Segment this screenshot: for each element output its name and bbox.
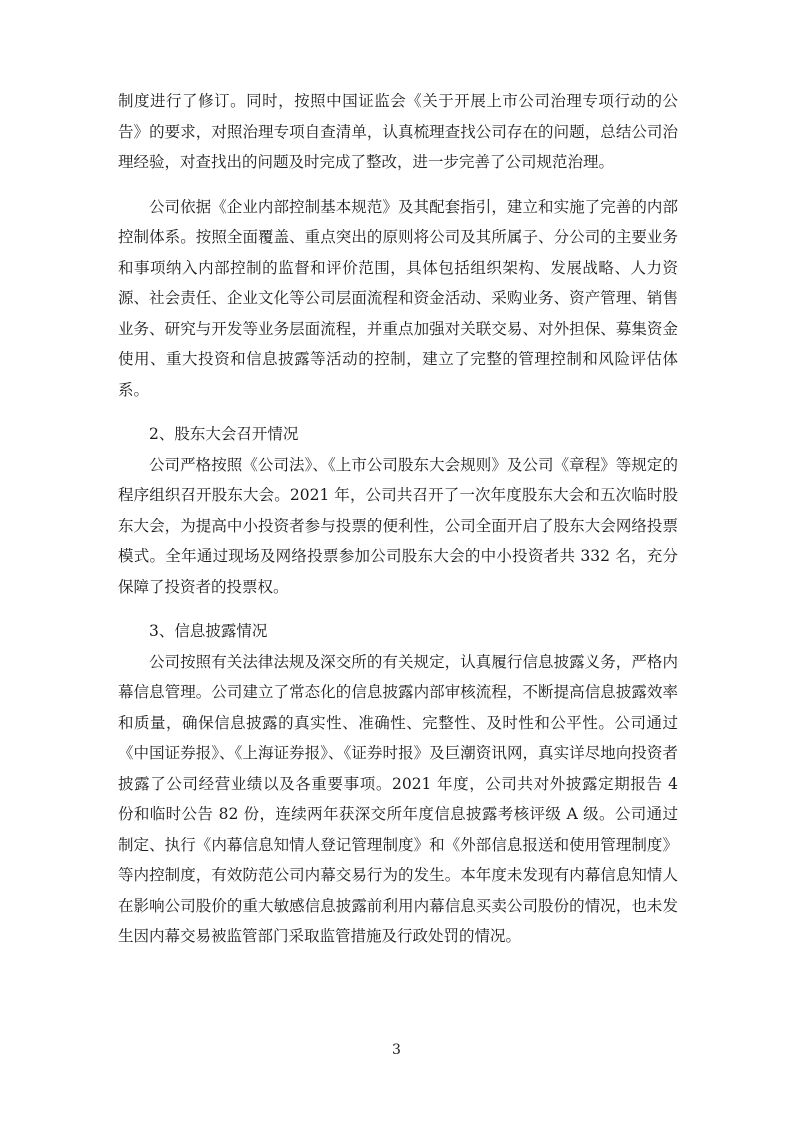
section-heading-information-disclosure: 3、信息披露情况 xyxy=(149,622,268,640)
page-number: 3 xyxy=(392,1042,401,1058)
paragraph-internal-control: 公司依据《企业内部控制基本规范》及其配套指引，建立和实施了完善的内部控制体系。按照全面覆盖、重点突出的原则将公司及其所属子、分公司的主要业务和事项纳入内部控制的监督和评价范围，具体包括组织架构、发展战略、人力资源、社会责任、企业文化等公司层面流程和资金活动、采购业务、资产管理、销售业务、研究与开发等业务层面流程，并重点加强对关联交易、对外担保、募集资金使用、重大投资和信息披露等活动的控制，建立了完整的管理控制和风险评估体系。 xyxy=(118,197,678,399)
section-heading-shareholders-meeting: 2、股东大会召开情况 xyxy=(149,425,299,443)
paragraph-information-disclosure: 公司按照有关法律法规及深交所的有关规定，认真履行信息披露义务，严格内幕信息管理。公司建立了常态化的信息披露内部审核流程，不断提高信息披露效率和质量，确保信息披露的真实性、准确性、完整性、及时性和公平性。公司通过《中国证券报》、《上海证券报》、《证券时报》及巨潮资讯网，真实详尽地向投资者披露了公司经营业绩以及各重要事项。2021 年度，公司共对外披露定期报告 4 份和临时公告 82 份，连续两年获深交所年度信息披露考核评级 A 级。公司通过制定、执行《内幕信息知情人登记管理制度》和《外部信息报送和使用管理制度》等内控制度，有效防范公司内幕交易行为的发生。本年度未发现有内幕信息知情人在影响公司股价的重大敏感信息披露前利用内幕信息买卖公司股份的情况，也未发生因内幕交易被监管部门采取监管措施及行政处罚的情况。 xyxy=(118,652,678,945)
document-body xyxy=(118,86,678,952)
paragraph-governance-revision: 制度进行了修订。同时，按照中国证监会《关于开展上市公司治理专项行动的公告》的要求，对照治理专项自查清单，认真梳理查找公司存在的问题，总结公司治理经验，对查找出的问题及时完成了整改，进一步完善了公司规范治理。 xyxy=(118,92,678,171)
paragraph-shareholders-meeting: 公司严格按照《公司法》、《上市公司股东大会规则》及公司《章程》等规定的程序组织召开股东大会。2021 年，公司共召开了一次年度股东大会和五次临时股东大会，为提高中小投资者参与投票的便利性，公司全面开启了股东大会网络投票模式。全年通过现场及网络投票参加公司股东大会的中小投资者共 332 名，充分保障了投资者的投票权。 xyxy=(118,455,678,596)
